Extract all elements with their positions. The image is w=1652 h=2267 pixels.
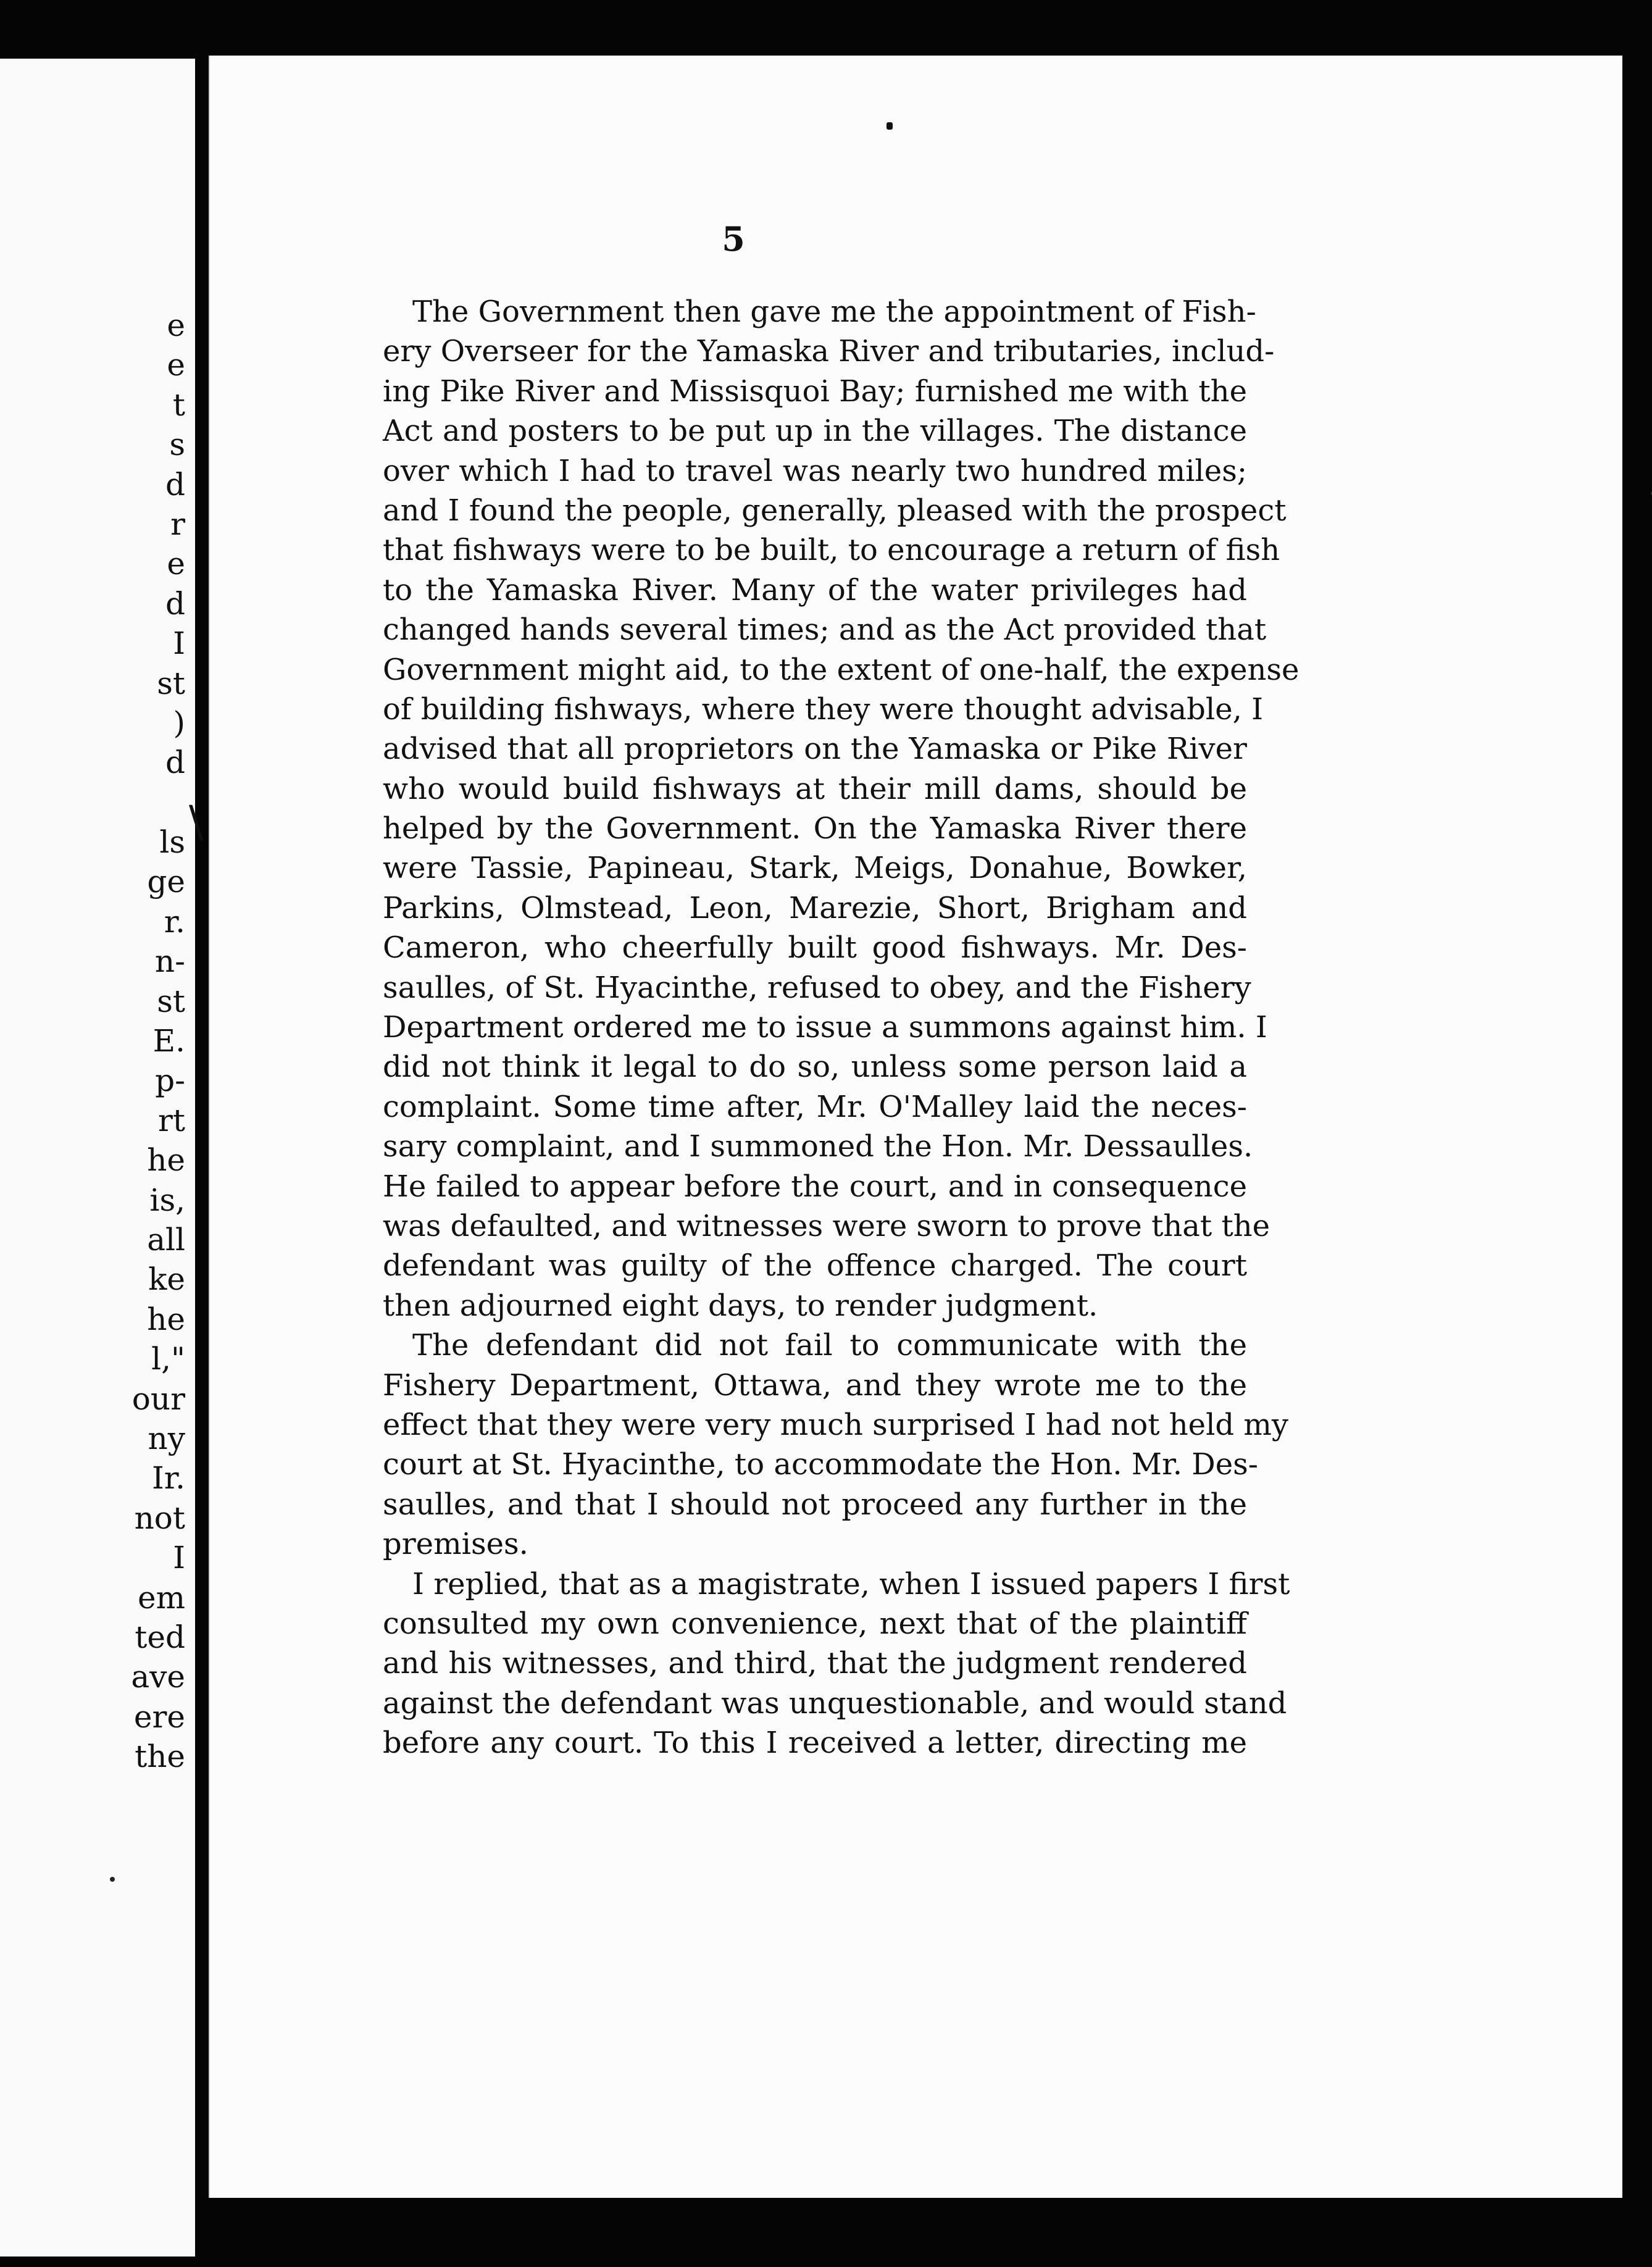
left-edge-fragment: our — [131, 1380, 185, 1417]
left-edge-fragment: ) — [173, 704, 185, 741]
left-page-edge-text — [99, 306, 185, 1776]
text-line: was defaulted, and witnesses were sworn to prove that the — [383, 1208, 1270, 1243]
left-edge-fragment: I — [173, 625, 185, 662]
left-edge-fragment: ted — [135, 1619, 185, 1655]
left-edge-fragment: ke — [148, 1261, 185, 1298]
left-edge-fragment: Ir. — [151, 1460, 185, 1497]
left-edge-fragment: em — [137, 1579, 185, 1616]
text-line: and his witnesses, and third, that the judgment rendered — [383, 1646, 1247, 1681]
left-edge-fragment: p- — [155, 1063, 185, 1099]
text-line: The defendant did not fail to communicate with the — [412, 1328, 1247, 1363]
text-line: Parkins, Olmstead, Leon, Marezie, Short, Brigham and — [383, 890, 1247, 925]
left-facing-page — [0, 59, 195, 2257]
left-edge-fragment: all — [147, 1221, 185, 1258]
text-line: sary complaint, and I summoned the Hon. Mr. Dessaulles. — [383, 1129, 1253, 1164]
text-line: premises. — [383, 1527, 528, 1562]
text-line: The Government then gave me the appointment of Fish- — [412, 294, 1256, 329]
left-edge-fragment: r. — [164, 903, 185, 940]
text-line: over which I had to travel was nearly two hundred miles; — [383, 453, 1247, 488]
left-edge-fragment: ave — [131, 1659, 185, 1695]
text-line: ery Overseer for the Yamaska River and tributaries, includ- — [383, 334, 1275, 369]
left-edge-fragment: is, — [149, 1182, 185, 1218]
left-edge-fragment: not — [134, 1500, 185, 1536]
body-text — [383, 292, 1299, 1763]
text-line: did not think it legal to do so, unless some person laid a — [383, 1050, 1247, 1085]
text-line: before any court. To this I received a letter, directing me — [383, 1726, 1247, 1761]
left-edge-fragment: e — [167, 347, 185, 383]
gutter-mark: \ — [189, 796, 204, 847]
text-line: Fishery Department, Ottawa, and they wrote me to the — [383, 1367, 1247, 1403]
left-edge-fragment: st — [157, 983, 185, 1019]
text-line: saulles, and that I should not proceed any further in the — [383, 1487, 1247, 1522]
left-edge-fragment — [99, 783, 185, 822]
left-edge-fragment: d — [165, 466, 185, 503]
text-line: and I found the people, generally, pleased with the prospect — [383, 493, 1287, 528]
text-line: then adjourned eight days, to render judgment. — [383, 1288, 1098, 1323]
text-line: changed hands several times; and as the Act provided that — [383, 612, 1267, 648]
text-line: to the Yamaska River. Many of the water privileges had — [383, 572, 1247, 607]
left-edge-fragment: he — [147, 1142, 185, 1179]
text-line: consulted my own convenience, next that of the plaintiff — [383, 1606, 1247, 1641]
text-line: were Tassie, Papineau, Stark, Meigs, Donahue, Bowker, — [383, 851, 1247, 886]
left-edge-fragment: ere — [133, 1698, 185, 1735]
left-edge-fragment: d — [165, 585, 185, 622]
text-line: saulles, of St. Hyacinthe, refused to obey, and the Fishery — [383, 970, 1251, 1005]
text-line: Government might aid, to the extent of one-half, the expense — [383, 652, 1299, 687]
left-edge-fragment: s — [169, 427, 185, 463]
text-line: advised that all proprietors on the Yamaska or Pike River — [383, 732, 1247, 767]
text-line: of building fishways, where they were thought advisable, I — [383, 691, 1264, 727]
text-line: He failed to appear before the court, and in consequence — [383, 1169, 1247, 1204]
left-edge-fragment: E. — [152, 1023, 185, 1059]
text-line: Department ordered me to issue a summons against him. I — [383, 1010, 1267, 1045]
text-line: complaint. Some time after, Mr. O'Malley laid the neces- — [383, 1089, 1247, 1124]
left-edge-fragment: ny — [148, 1420, 185, 1456]
text-line: against the defendant was unquestionable, and would stand — [383, 1685, 1287, 1721]
text-line: who would build fishways at their mill dams, should be — [383, 771, 1247, 806]
text-line: helped by the Government. On the Yamaska River there — [383, 811, 1247, 846]
top-speck — [886, 122, 893, 130]
text-line: Cameron, who cheerfully built good fishways. Mr. Des- — [383, 930, 1247, 966]
left-edge-fragment: he — [147, 1301, 185, 1337]
left-edge-fragment: t — [172, 386, 185, 423]
text-line: defendant was guilty of the offence charged. The court — [383, 1248, 1247, 1284]
text-line: court at St. Hyacinthe, to accommodate the Hon. Mr. Des- — [383, 1447, 1258, 1482]
left-edge-fragment: d — [165, 745, 185, 781]
left-edge-fragment: ge — [147, 864, 185, 900]
left-page-speck — [110, 1877, 115, 1882]
left-edge-fragment: ls — [159, 824, 185, 861]
left-edge-fragment: e — [167, 546, 185, 582]
text-line: Act and posters to be put up in the villages. The distance — [383, 414, 1247, 449]
left-edge-fragment: n- — [154, 943, 185, 980]
left-edge-fragment: the — [135, 1739, 185, 1775]
text-line: I replied, that as a magistrate, when I issued papers I first — [412, 1566, 1290, 1601]
text-line: ing Pike River and Missisquoi Bay; furnished me with the — [383, 374, 1247, 409]
text-line: that fishways were to be built, to encourage a return of fish — [383, 533, 1280, 568]
left-edge-fragment: r — [170, 506, 185, 542]
page-number: 5 — [722, 219, 745, 259]
text-line: effect that they were very much surprised I had not held my — [383, 1407, 1289, 1442]
left-edge-fragment: st — [157, 665, 185, 701]
left-edge-fragment: e — [167, 307, 185, 343]
left-edge-fragment: l," — [151, 1341, 185, 1377]
left-edge-fragment: I — [173, 1540, 185, 1576]
left-edge-fragment: rt — [158, 1102, 185, 1138]
